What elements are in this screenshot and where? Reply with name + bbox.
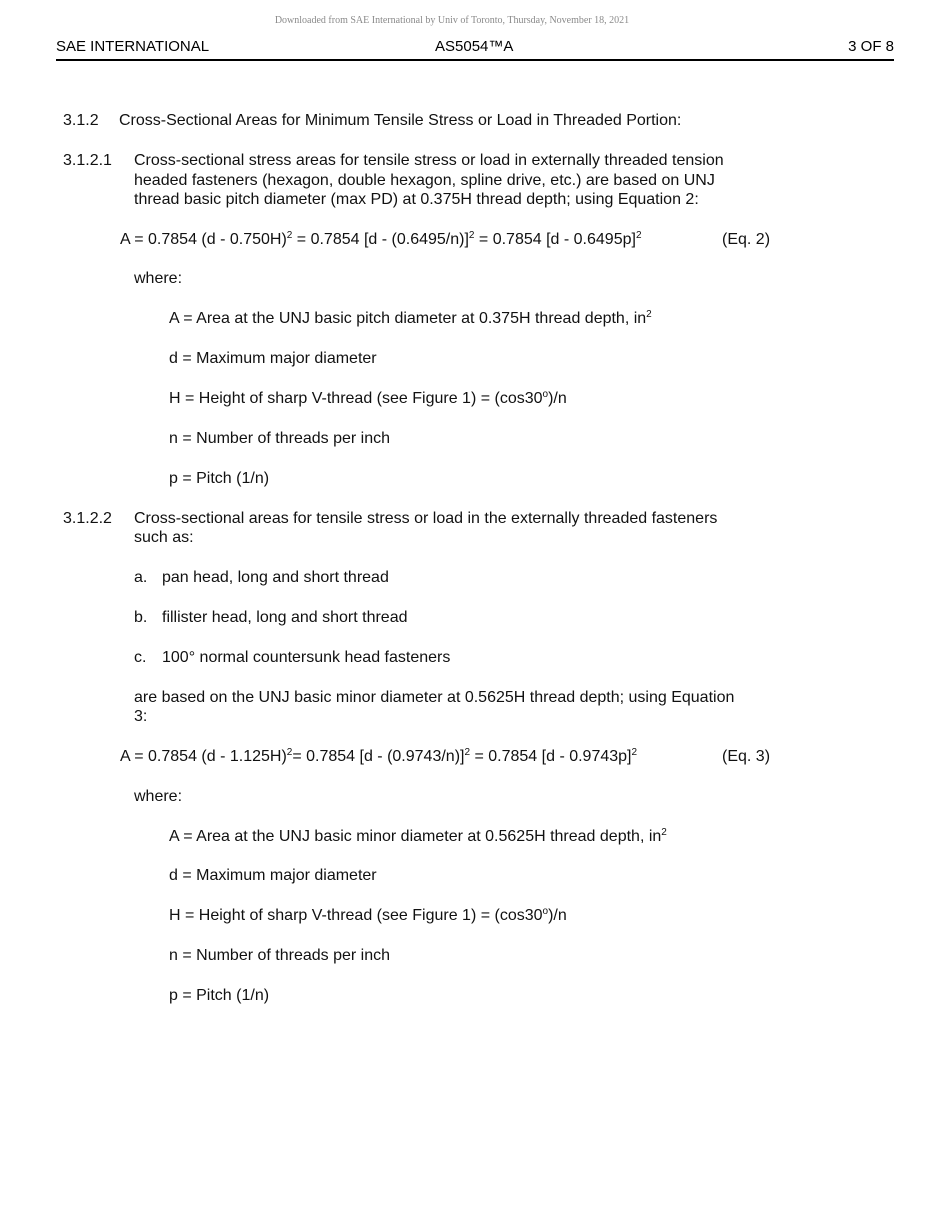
paragraph-line: headed fasteners (hexagon, double hexagon, spline drive, etc.) are based on UNJ — [134, 172, 715, 189]
equation-2-exponent: 2 — [635, 230, 642, 241]
degree-superscript: o — [542, 906, 549, 917]
header-org: SAE INTERNATIONAL — [56, 38, 210, 55]
list-item: pan head, long and short thread — [162, 569, 389, 586]
equation-3-term-2: = 0.7854 [d - (0.9743/n)] — [292, 748, 465, 765]
equation-3-term-1: A = 0.7854 (d - 1.125H) — [120, 748, 287, 765]
section-3-1-2-title: Cross-Sectional Areas for Minimum Tensile Stress or Load in Threaded Portion: — [119, 112, 682, 129]
equation-3-exponent: 2 — [286, 747, 293, 758]
section-3-1-2-2-number: 3.1.2.2 — [63, 510, 112, 527]
section-3-1-2-number: 3.1.2 — [63, 112, 99, 129]
list-item: fillister head, long and short thread — [162, 609, 408, 626]
definition-a — [169, 309, 652, 328]
paragraph-line: such as: — [134, 529, 194, 546]
definition-n: n = Number of threads per inch — [169, 947, 391, 964]
definition-p: p = Pitch (1/n) — [169, 987, 270, 1004]
definition-h-text: H = Height of sharp V-thread (see Figure 1) = (cos30 — [169, 390, 543, 407]
equation-2-exponent: 2 — [286, 230, 293, 241]
definition-h — [169, 906, 567, 925]
equation-3-term-3: = 0.7854 [d - 0.9743p] — [470, 748, 632, 765]
equation-2-term-3: = 0.7854 [d - 0.6495p] — [474, 231, 636, 248]
paragraph-line: are based on the UNJ basic minor diameter at 0.5625H thread depth; using Equation — [134, 689, 735, 706]
definition-p: p = Pitch (1/n) — [169, 470, 270, 487]
definition-d: d = Maximum major diameter — [169, 350, 377, 367]
definition-n: n = Number of threads per inch — [169, 430, 391, 447]
definition-h — [169, 389, 567, 408]
definition-d: d = Maximum major diameter — [169, 867, 377, 884]
definition-h-text: H = Height of sharp V-thread (see Figure 1) = (cos30 — [169, 907, 543, 924]
list-item-marker: c. — [134, 649, 147, 666]
equation-2-exponent: 2 — [468, 230, 475, 241]
equation-3-exponent: 2 — [631, 747, 638, 758]
equation-3-exponent: 2 — [464, 747, 471, 758]
equation-2-term-1: A = 0.7854 (d - 0.750H) — [120, 231, 287, 248]
equation-3-label: (Eq. 3) — [722, 748, 771, 765]
paragraph-line: 3: — [134, 708, 148, 725]
equation-2 — [120, 230, 642, 249]
definition-h-tail: )/n — [548, 907, 567, 924]
definition-a-text: A = Area at the UNJ basic minor diameter at 0.5625H thread depth, in — [169, 828, 662, 845]
paragraph-line: Cross-sectional areas for tensile stress or load in the externally threaded fasteners — [134, 510, 718, 527]
header-page-number: 3 OF 8 — [848, 38, 894, 55]
download-notice: Downloaded from SAE International by Univ of Toronto, Thursday, November 18, 2021 — [274, 15, 630, 26]
where-label: where: — [134, 270, 183, 287]
header-rule — [56, 59, 894, 61]
paragraph-line: Cross-sectional stress areas for tensile stress or load in externally threaded tension — [134, 152, 724, 169]
definition-a-exponent: 2 — [661, 827, 667, 838]
paragraph-line: thread basic pitch diameter (max PD) at 0.375H thread depth; using Equation 2: — [134, 191, 699, 208]
degree-superscript: o — [542, 389, 549, 400]
equation-2-label: (Eq. 2) — [722, 231, 771, 248]
definition-a — [169, 827, 667, 846]
equation-3 — [120, 747, 637, 766]
definition-a-exponent: 2 — [646, 309, 652, 320]
list-item-marker: a. — [134, 569, 148, 586]
header-doc-id: AS5054™A — [435, 38, 514, 55]
section-3-1-2-1-number: 3.1.2.1 — [63, 152, 112, 169]
definition-h-tail: )/n — [548, 390, 567, 407]
where-label: where: — [134, 788, 183, 805]
list-item: 100° normal countersunk head fasteners — [162, 649, 451, 666]
definition-a-text: A = Area at the UNJ basic pitch diameter at 0.375H thread depth, in — [169, 310, 647, 327]
equation-2-term-2: = 0.7854 [d - (0.6495/n)] — [292, 231, 469, 248]
list-item-marker: b. — [134, 609, 148, 626]
